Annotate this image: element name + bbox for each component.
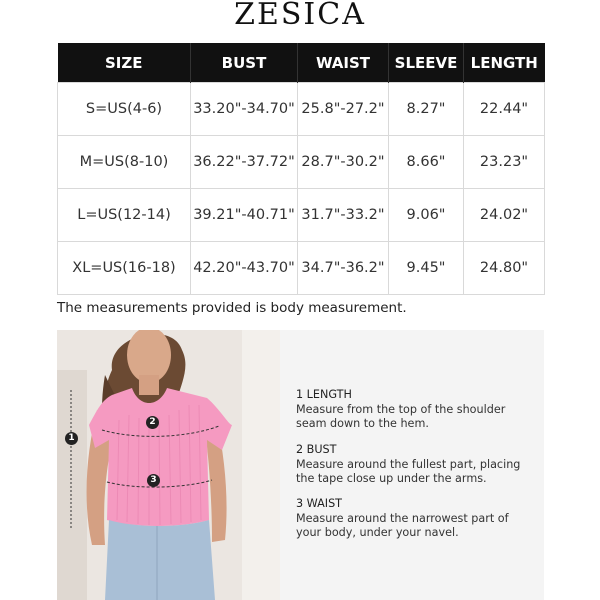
instruction-bust-title: 2 BUST (296, 443, 337, 456)
cell-size: L=US(12-14) (58, 189, 191, 242)
cell-size: XL=US(16-18) (58, 242, 191, 295)
cell-bust: 33.20"-34.70" (191, 83, 298, 136)
cell-bust: 36.22"-37.72" (191, 136, 298, 189)
cell-length: 22.44" (464, 83, 545, 136)
instruction-length-title: 1 LENGTH (296, 388, 352, 401)
table-row (58, 136, 545, 189)
cell-waist: 28.7"-30.2" (298, 136, 389, 189)
bust-marker: 2 (146, 416, 159, 429)
cell-sleeve: 9.06" (389, 189, 464, 242)
header-waist: WAIST (298, 43, 389, 83)
cell-sleeve: 8.66" (389, 136, 464, 189)
model-illustration (57, 330, 280, 600)
header-size: SIZE (58, 43, 191, 83)
table-header-row (58, 43, 545, 83)
instruction-bust-text: Measure around the fullest part, placing the tape close up under the arms. (296, 457, 521, 485)
table-row (58, 189, 545, 242)
measurement-note: The measurements provided is body measurement. (57, 300, 407, 316)
cell-size: M=US(8-10) (58, 136, 191, 189)
cell-bust: 42.20"-43.70" (191, 242, 298, 295)
instruction-length (296, 388, 536, 432)
cell-size: S=US(4-6) (58, 83, 191, 136)
cell-waist: 34.7"-36.2" (298, 242, 389, 295)
cell-bust: 39.21"-40.71" (191, 189, 298, 242)
cell-sleeve: 8.27" (389, 83, 464, 136)
measurement-instructions-panel (280, 330, 544, 600)
cell-length: 24.02" (464, 189, 545, 242)
brand-logo: ZESICA (234, 0, 366, 32)
size-chart-table (57, 43, 545, 295)
instruction-waist-title: 3 WAIST (296, 497, 343, 510)
table-row (58, 83, 545, 136)
header-sleeve: SLEEVE (389, 43, 464, 83)
model-photo (57, 330, 280, 600)
cell-length: 24.80" (464, 242, 545, 295)
cell-sleeve: 9.45" (389, 242, 464, 295)
header-bust: BUST (191, 43, 298, 83)
length-marker: 1 (65, 432, 78, 445)
table-row (58, 242, 545, 295)
header-length: LENGTH (464, 43, 545, 83)
waist-marker: 3 (147, 474, 160, 487)
cell-waist: 31.7"-33.2" (298, 189, 389, 242)
instruction-bust (296, 443, 536, 487)
cell-waist: 25.8"-27.2" (298, 83, 389, 136)
instruction-waist (296, 497, 536, 541)
instruction-length-text: Measure from the top of the shoulder seam down to the hem. (296, 402, 506, 430)
cell-length: 23.23" (464, 136, 545, 189)
instruction-waist-text: Measure around the narrowest part of your body, under your navel. (296, 511, 509, 539)
